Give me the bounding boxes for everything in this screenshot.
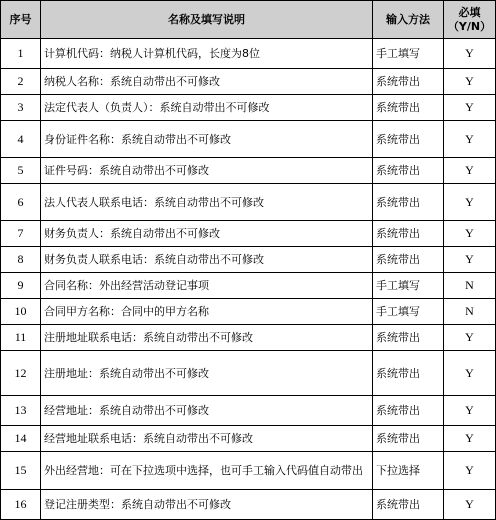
row-description: 纳税人名称：系统自动带出不可修改	[41, 69, 373, 95]
row-input-method: 系统带出	[373, 95, 444, 121]
table-row	[1, 490, 496, 520]
table-row	[1, 39, 496, 69]
row-seq: 8	[1, 247, 41, 273]
row-description: 外出经营地：可在下拉选项中选择，也可手工输入代码值自动带出	[41, 452, 373, 490]
row-seq: 4	[1, 121, 41, 158]
header-method: 输入方法	[373, 1, 444, 39]
header-required	[444, 1, 496, 39]
row-seq: 12	[1, 351, 41, 396]
row-seq: 15	[1, 452, 41, 490]
row-required-flag: Y	[444, 396, 496, 426]
row-required-flag: N	[444, 273, 496, 299]
row-description: 合同名称：外出经营活动登记事项	[41, 273, 373, 299]
row-input-method: 系统带出	[373, 426, 444, 452]
row-input-method: 系统带出	[373, 158, 444, 184]
row-required-flag: Y	[444, 247, 496, 273]
table-row	[1, 325, 496, 351]
table-row	[1, 396, 496, 426]
row-description: 合同甲方名称：合同中的甲方名称	[41, 299, 373, 325]
row-description: 财务负责人：系统自动带出不可修改	[41, 221, 373, 247]
row-seq: 5	[1, 158, 41, 184]
row-description: 身份证件名称：系统自动带出不可修改	[41, 121, 373, 158]
row-input-method: 系统带出	[373, 325, 444, 351]
row-input-method: 系统带出	[373, 184, 444, 221]
row-input-method: 下拉选择	[373, 452, 444, 490]
table-row	[1, 158, 496, 184]
row-required-flag: Y	[444, 452, 496, 490]
row-seq: 14	[1, 426, 41, 452]
header-required-label: 必填	[458, 5, 481, 19]
table-row	[1, 95, 496, 121]
row-seq: 1	[1, 39, 41, 69]
row-description: 财务负责人联系电话：系统自动带出不可修改	[41, 247, 373, 273]
row-seq: 3	[1, 95, 41, 121]
row-description: 法人代表人联系电话：系统自动带出不可修改	[41, 184, 373, 221]
row-input-method: 系统带出	[373, 396, 444, 426]
table-row	[1, 299, 496, 325]
row-seq: 10	[1, 299, 41, 325]
row-description: 经营地址：系统自动带出不可修改	[41, 396, 373, 426]
table-row	[1, 351, 496, 396]
table-row	[1, 247, 496, 273]
row-required-flag: Y	[444, 121, 496, 158]
table-row	[1, 452, 496, 490]
row-description: 法定代表人（负责人）：系统自动带出不可修改	[41, 95, 373, 121]
row-required-flag: Y	[444, 69, 496, 95]
row-input-method: 系统带出	[373, 247, 444, 273]
header-name: 名称及填写说明	[41, 1, 373, 39]
table-row	[1, 69, 496, 95]
row-description: 计算机代码：纳税人计算机代码，长度为8位	[41, 39, 373, 69]
row-required-flag: Y	[444, 158, 496, 184]
row-required-flag: Y	[444, 426, 496, 452]
row-required-flag: Y	[444, 325, 496, 351]
row-input-method: 系统带出	[373, 221, 444, 247]
row-input-method: 手工填写	[373, 299, 444, 325]
row-required-flag: Y	[444, 95, 496, 121]
row-required-flag: Y	[444, 490, 496, 520]
row-input-method: 手工填写	[373, 273, 444, 299]
header-seq: 序号	[1, 1, 41, 39]
row-input-method: 手工填写	[373, 39, 444, 69]
table-row	[1, 426, 496, 452]
table-row	[1, 184, 496, 221]
row-seq: 2	[1, 69, 41, 95]
row-input-method: 系统带出	[373, 351, 444, 396]
row-description: 注册地址联系电话：系统自动带出不可修改	[41, 325, 373, 351]
row-input-method: 系统带出	[373, 121, 444, 158]
table-row	[1, 121, 496, 158]
header-row	[1, 1, 496, 39]
table-row	[1, 221, 496, 247]
row-seq: 16	[1, 490, 41, 520]
row-description: 注册地址：系统自动带出不可修改	[41, 351, 373, 396]
row-input-method: 系统带出	[373, 69, 444, 95]
row-required-flag: Y	[444, 39, 496, 69]
row-required-flag: Y	[444, 184, 496, 221]
row-required-flag: N	[444, 299, 496, 325]
row-required-flag: Y	[444, 351, 496, 396]
row-required-flag: Y	[444, 221, 496, 247]
row-seq: 6	[1, 184, 41, 221]
table-row	[1, 273, 496, 299]
row-seq: 9	[1, 273, 41, 299]
row-description: 登记注册类型：系统自动带出不可修改	[41, 490, 373, 520]
row-description: 经营地址联系电话：系统自动带出不可修改	[41, 426, 373, 452]
row-input-method: 系统带出	[373, 490, 444, 520]
header-required-yn: （Y/N）	[447, 19, 492, 33]
row-seq: 7	[1, 221, 41, 247]
row-seq: 11	[1, 325, 41, 351]
row-description: 证件号码：系统自动带出不可修改	[41, 158, 373, 184]
row-seq: 13	[1, 396, 41, 426]
